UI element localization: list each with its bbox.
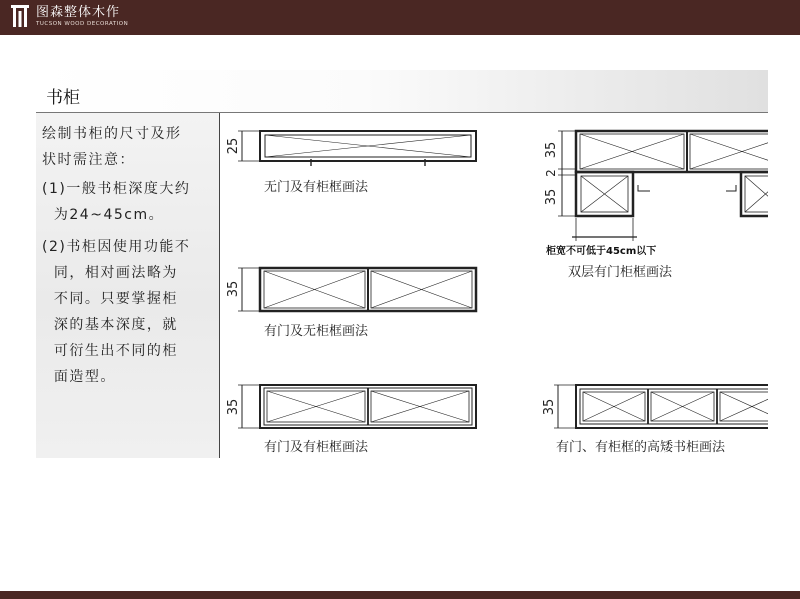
bookcase-drawings [220,113,768,458]
fig4-caption: 双层有门柜框画法 [568,265,673,280]
fig4-dimension-middle: 2 [544,169,558,177]
fig5-dimension: 35 [542,398,557,416]
brand-logo [10,4,128,28]
content-area [36,113,768,458]
fig4-dimension-top: 35 [544,141,559,159]
note-intro: 绘制书柜的尺寸及形 状时需注意： [42,126,182,168]
note-item-2: (2)书柜因使用功能不 同，相对画法略为 不同。只要掌握柜 深的基本深度，就 可衍生出不同的柜 面造型。 [42,239,191,385]
header-bar [0,0,800,35]
fig4-width-note: 柜宽不可低于45cm以下 [546,246,657,257]
brand-name-en: TUCSON WOOD DECORATION [36,20,129,27]
page-title: 书柜 [46,88,80,108]
fig3-caption: 有门及有柜框画法 [264,440,369,455]
fig3-dimension: 35 [226,398,241,416]
note-item-1: (1)一般书柜深度大约 为24~45cm。 [42,181,191,223]
figure-4 [544,131,768,280]
brand-name-cn: 图森整体木作 [36,4,121,20]
fig2-dimension: 35 [226,280,241,298]
fig5-caption: 有门、有柜框的高矮书柜画法 [556,440,726,455]
fig4-dimension-bottom: 35 [544,188,559,206]
fig1-dimension: 25 [226,137,241,155]
fig2-caption: 有门及无柜框画法 [264,324,369,339]
footer-bar [0,591,800,599]
figure-1 [226,131,476,195]
figure-5 [542,385,768,455]
title-band [36,70,768,112]
figure-2 [226,268,476,339]
fig1-caption: 无门及有柜框画法 [264,180,369,195]
notes-panel [36,113,219,458]
figure-3 [226,385,476,455]
brand-logo-icon [10,4,30,28]
